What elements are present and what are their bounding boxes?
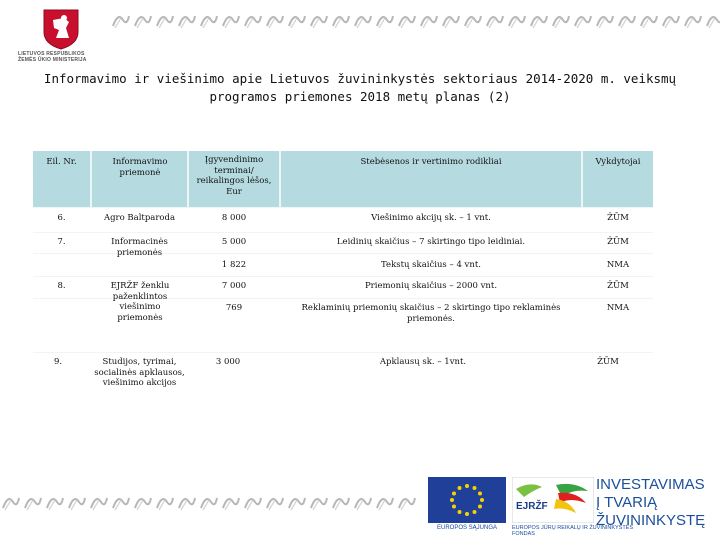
row-measure: EJRŽF ženklu paženklintos viešinimo priemonės	[110, 281, 170, 323]
row-measure: Agro Baltparoda	[103, 213, 176, 223]
slogan-line1: INVESTAVIMAS	[596, 476, 705, 493]
row-funds: 3 000	[215, 357, 241, 367]
eu-logo	[428, 477, 506, 533]
row-indicator: Leidinių skaičius – 7 skirtingo tipo leidiniai.	[336, 237, 526, 247]
ministry-name	[18, 51, 118, 63]
fund-caption: EUROPOS JŪRŲ REIKALŲ IR ŽUVININKYSTĖS FONDAS	[512, 525, 634, 537]
row-funds: 1 822	[221, 260, 247, 270]
row-nr: 6.	[57, 213, 66, 223]
header-measure: Informavimo priemonė	[112, 157, 168, 178]
row-nr: 8.	[57, 281, 66, 291]
row-measure: Informacinės priemonės	[111, 237, 168, 258]
row-indicator: Tekstų skaičius – 4 vnt.	[381, 260, 481, 270]
row-funds: 769	[225, 303, 243, 313]
row-indicator: Viešinimo akcijų sk. – 1 vnt.	[371, 213, 491, 223]
row-executor: ŽŪM	[607, 237, 629, 247]
row-executor: NMA	[606, 303, 630, 313]
plan-table	[33, 151, 653, 411]
ornament-border-top	[110, 10, 720, 32]
page-title-line2: programos priemones 2018 metų planas (2)	[209, 89, 511, 104]
slogan-block	[596, 477, 720, 533]
ejrzf-label: EJRŽF	[516, 501, 548, 512]
page-title	[40, 70, 680, 106]
ministry-logo	[18, 8, 104, 70]
ornament-border-bottom	[0, 492, 420, 514]
row-executor: ŽŪM	[597, 357, 619, 367]
slogan-line2: Į TVARIĄ	[596, 494, 658, 511]
ministry-name-line2: ŽEMĖS ŪKIO MINISTERIJA	[18, 57, 87, 63]
row-funds: 5 000	[221, 237, 247, 247]
header-funds: Įgyvendinimo terminai/ reikalingos lėšos, Eur	[196, 155, 272, 197]
slogan-line3: ŽUVININKYSTĘ	[596, 512, 706, 529]
eu-caption: EUROPOS SĄJUNGA	[436, 525, 497, 531]
row-nr: 9.	[53, 357, 63, 367]
row-measure: Studijos, tyrimai, socialinės apklausos, viešinimo akcijos	[94, 357, 185, 388]
row-funds: 7 000	[221, 281, 247, 291]
row-funds: 8 000	[221, 213, 247, 223]
row-executor: ŽŪM	[607, 281, 629, 291]
header-executor: Vykdytojai	[595, 157, 641, 167]
eu-flag-icon	[428, 477, 506, 523]
ejrzf-emblem-icon	[512, 477, 594, 523]
header-nr: Eil. Nr.	[46, 157, 77, 167]
page-title-line1: Informavimo ir viešinimo apie Lietuvos žuvininkystės sektoriaus 2014-2020 m. veiksmų	[43, 71, 677, 86]
header-indicators: Stebėsenos ir vertinimo rodikliai	[360, 157, 502, 167]
row-nr: 7.	[57, 237, 66, 247]
coat-of-arms-icon	[42, 8, 80, 50]
row-indicator: Priemonių skaičius – 2000 vnt.	[364, 281, 498, 291]
row-indicator: Apklausų sk. – 1vnt.	[379, 357, 467, 367]
row-executor: NMA	[606, 260, 630, 270]
row-indicator: Reklaminių priemonių skaičius – 2 skirtingo tipo reklaminės priemonės.	[301, 303, 561, 324]
row-executor: ŽŪM	[607, 213, 629, 223]
ministry-name-line1: LIETUVOS RESPUBLIKOS	[18, 51, 85, 57]
